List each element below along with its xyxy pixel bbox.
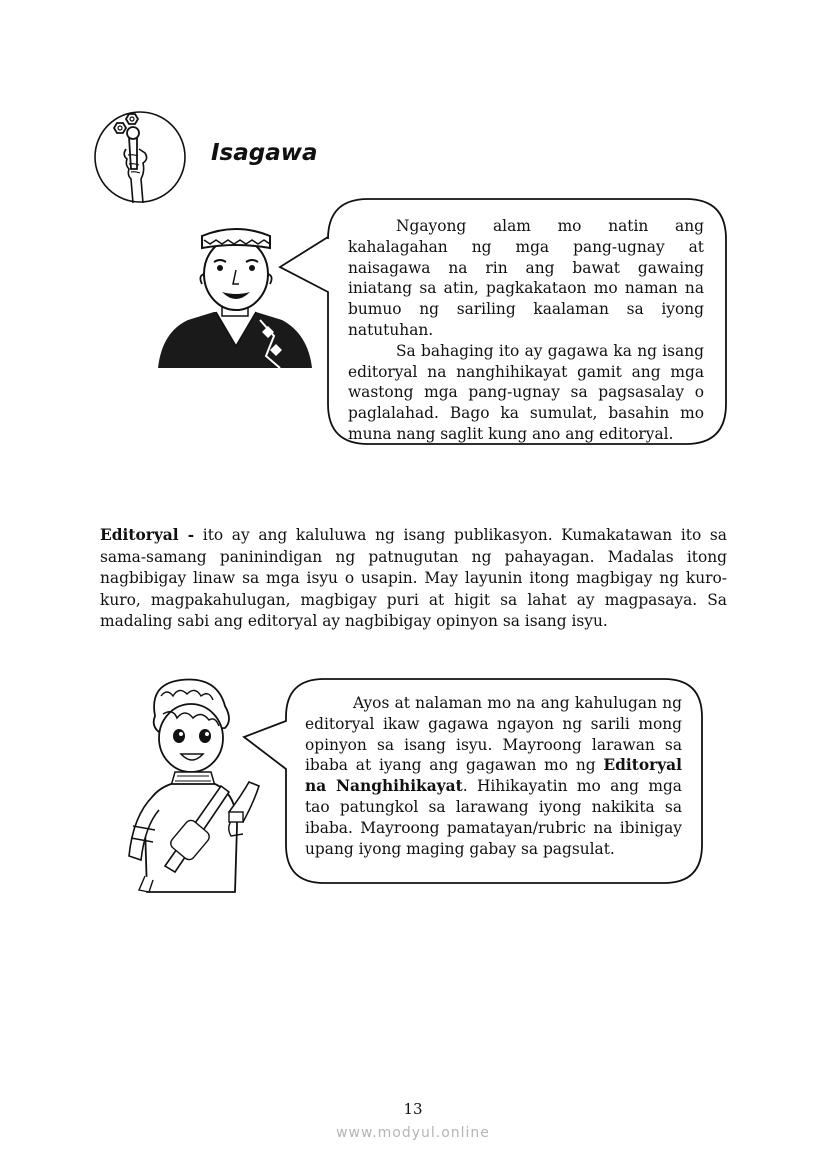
bubble-2-text-after: . Hihikayatin mo ang mga tao patungkol sa larawang iyong nakikita sa ibaba. Mayroong pamatayan/rubric na ibinigay upang iyong maging gabay sa pagsulat.	[305, 777, 682, 858]
editoryal-definition	[100, 525, 727, 633]
bubble-2-text-before: Ayos at nalaman mo na ang kahulugan ng editoryal ikaw gagawa ngayon ng sarili mong opinyon sa isang isyu. Mayroong larawan sa ibaba at iyang ang gagawan mo ng	[305, 694, 682, 775]
definition-text: ito ay ang kaluluwa ng isang publikasyon. Kumakatawan ito sa sama-samang paninindigan ng patnugutan ng pahayagan. Madalas itong nagbibigay linaw sa mga isyu o usapin. May layunin itong magbigay ng kuro-kuro, magpakahulugan, magbigay puri at higit sa lahat ay magpasaya. Sa madaling sabi ang editoryal ay nagbibigay opinyon sa isang isyu.	[100, 526, 727, 630]
watermark: www.modyul.online	[336, 1125, 490, 1141]
bubble-2-bold-term: Editoryal na Nanghihikayat	[305, 756, 682, 796]
bubble-2-text	[305, 693, 682, 859]
page-number: 13	[403, 1100, 423, 1118]
bubble-2-paragraph	[305, 693, 682, 859]
bubble-1-text	[348, 216, 704, 445]
wrench-nuts-hand-icon	[93, 109, 187, 205]
section-title: Isagawa	[211, 140, 318, 166]
bubble-1-paragraph-1: Ngayong alam mo natin ang kahalagahan ng mga pang-ugnay at naisagawa na rin ang bawat gawaing iniatang sa atin, pagkakataon mo naman na bumuo ng sariling kaalaman sa iyong natutuhan.	[348, 217, 704, 339]
definition-term: Editoryal -	[100, 526, 195, 544]
bubble-1-paragraph-2: Sa bahaging ito ay gagawa ka ng isang editoryal na nanghihikayat gamit ang mga wastong mga pang-ugnay sa pagsasalay o paglalahad. Bago ka sumulat, basahin mo muna nang saglit kung ano ang editoryal.	[348, 341, 704, 443]
